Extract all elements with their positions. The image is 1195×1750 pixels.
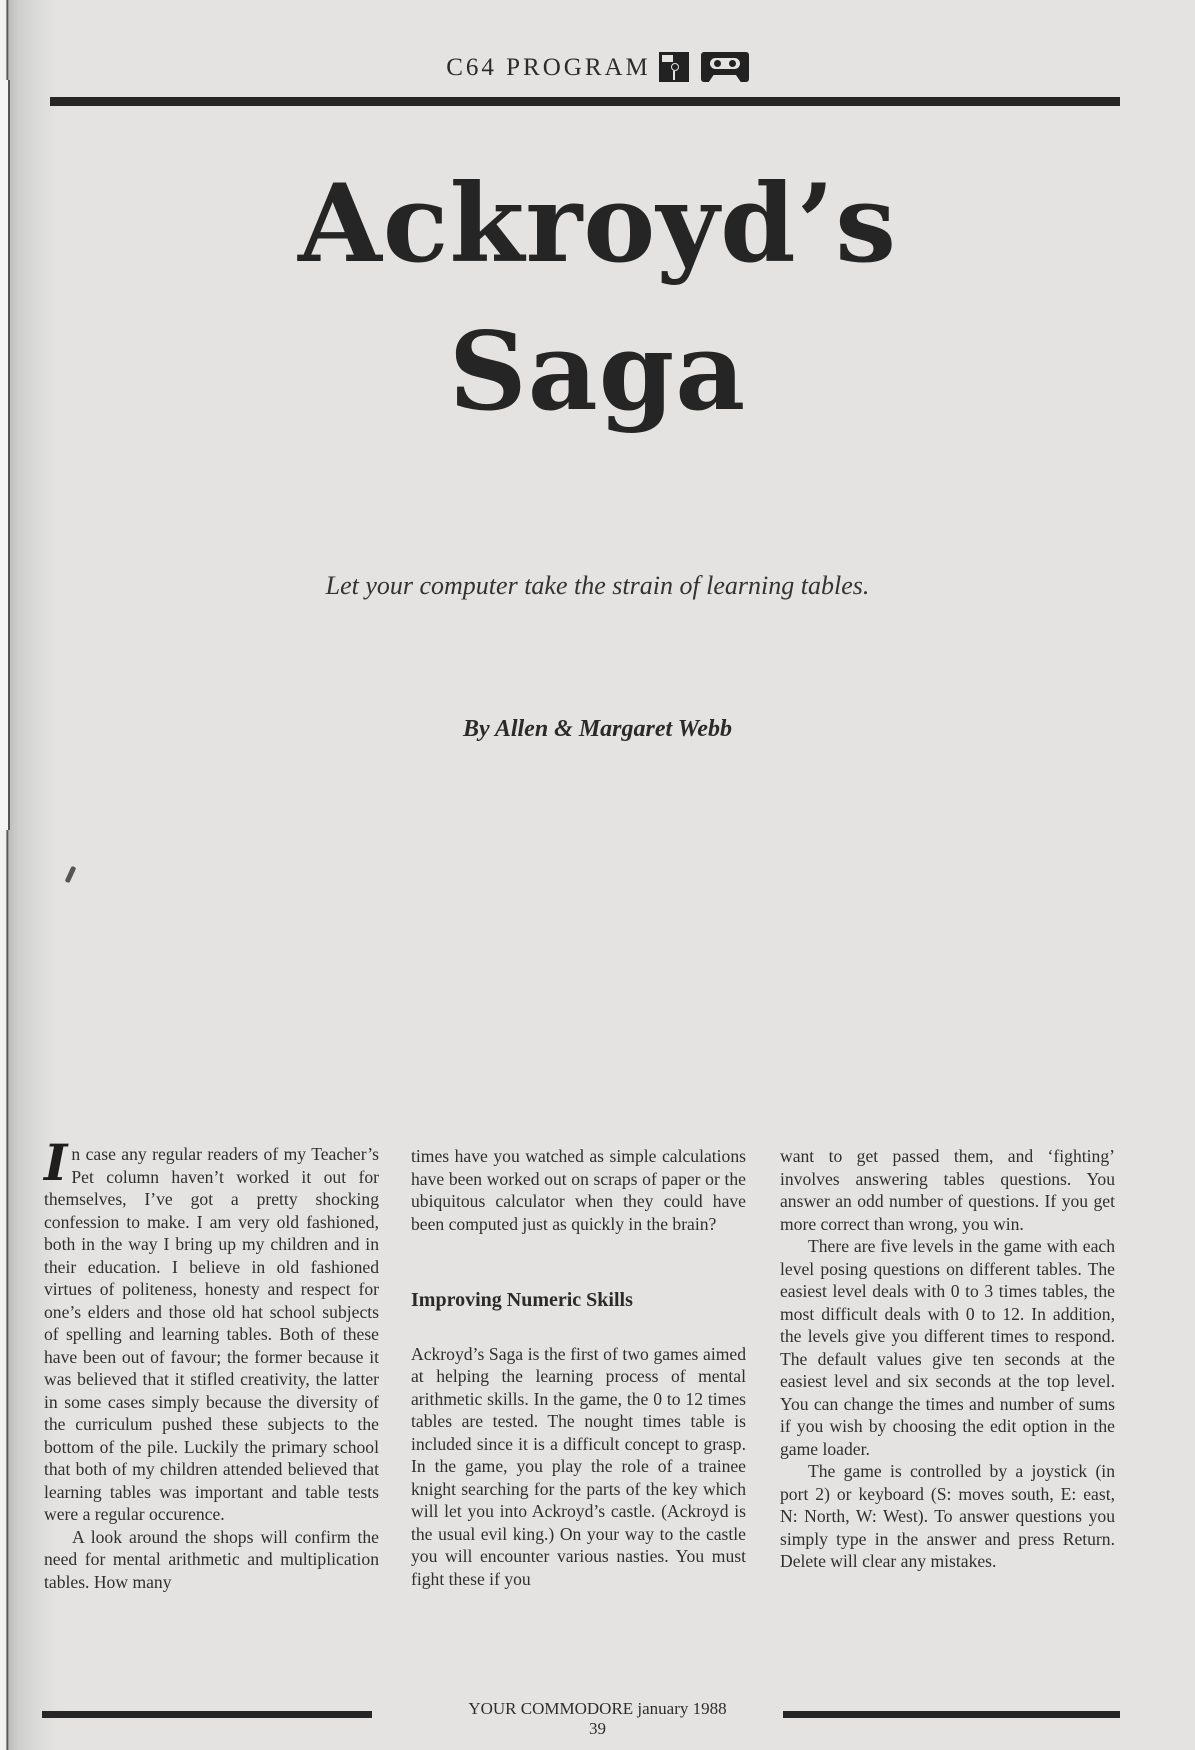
paragraph — [44, 1133, 379, 1526]
standfirst: Let your computer take the strain of learning tables. — [325, 571, 870, 600]
section-header — [0, 52, 1195, 82]
paragraph: Ackroyd’s Saga is the first of two games aimed at helping the learning process of mental arithmetic skills. In the game, the 0 to 12 times tables are tested. The nought times table is included since it is a difficult concept to grasp. In the game, you play the role of a trainee knight searching for the parts of the key which will let you into Ackroyd’s castle. (Ackroyd is the usual evil king.) On your way to the castle you will encounter various nasties. You must fight these if you — [411, 1343, 746, 1589]
article-column-3 — [780, 1145, 1115, 1573]
paragraph: times have you watched as simple calculations have been worked out on scraps of paper or the ubiquitous calculator when they could have been computed just as quickly in the brain? — [411, 1146, 746, 1234]
print-speck — [65, 866, 77, 884]
cassette-tape-icon — [701, 52, 749, 82]
article-column-1 — [44, 1133, 379, 1593]
publication-name: YOUR COMMODORE january 1988 — [468, 1699, 727, 1718]
drop-cap: I — [44, 1133, 68, 1192]
article-column-2 — [411, 1145, 746, 1590]
header-rule — [50, 97, 1120, 106]
paragraph: A look around the shops will confirm the need for mental arithmetic and multiplication tables. How many — [44, 1526, 379, 1592]
section-kicker — [446, 52, 749, 82]
title-line-2: Saga — [448, 309, 747, 435]
paragraph-text: n case any regular readers of my Teacher’s Pet column haven’t worked it out for themselves, I’ve got a pretty shocking confession to make. I am very old fashioned, both in the way I bring up my children and in their education. I believe in old fashioned virtues of politeness, honesty and respect for one’s elders and those old hat school subjects of spelling and learning tables. Both of these have been out of favour; the former because it was believed that it stifled creativity, the latter in some cases simply because the diversity of the curriculum pushed these subjects to the bottom of the pile. Luckily the primary school that both of my children attended believed that learning tables was important and table tests were a regular occurence. — [44, 1144, 379, 1524]
page-number: 39 — [589, 1719, 606, 1738]
paragraph: want to get passed them, and ‘fighting’ involves answering tables questions. You answer an odd number of questions. If you get more correct than wrong, you win. — [780, 1146, 1115, 1234]
byline: By Allen & Margaret Webb — [463, 716, 732, 742]
subheading: Improving Numeric Skills — [411, 1289, 633, 1311]
paragraph: The game is controlled by a joystick (in port 2) or keyboard (S: moves south, E: east, N: North, W: West). To answer questions you simply type in the answer and press Return. Delete will clear any mistakes. — [780, 1461, 1115, 1571]
disk-icon — [659, 52, 689, 82]
article-title — [0, 150, 1195, 446]
kicker-label: C64 PROGRAM — [446, 54, 651, 81]
title-line-1: Ackroyd’s — [298, 161, 897, 287]
paragraph: There are five levels in the game with each level posing questions on different tables. The easiest level deals with 0 to 3 times tables, the most difficult deals with 0 to 12. In addition, the levels give you different times to respond. The default values give ten seconds at the easiest level and six seconds at the top level. You can change the times and number of sums if you wish by choosing the edit option in the game loader. — [780, 1236, 1115, 1459]
